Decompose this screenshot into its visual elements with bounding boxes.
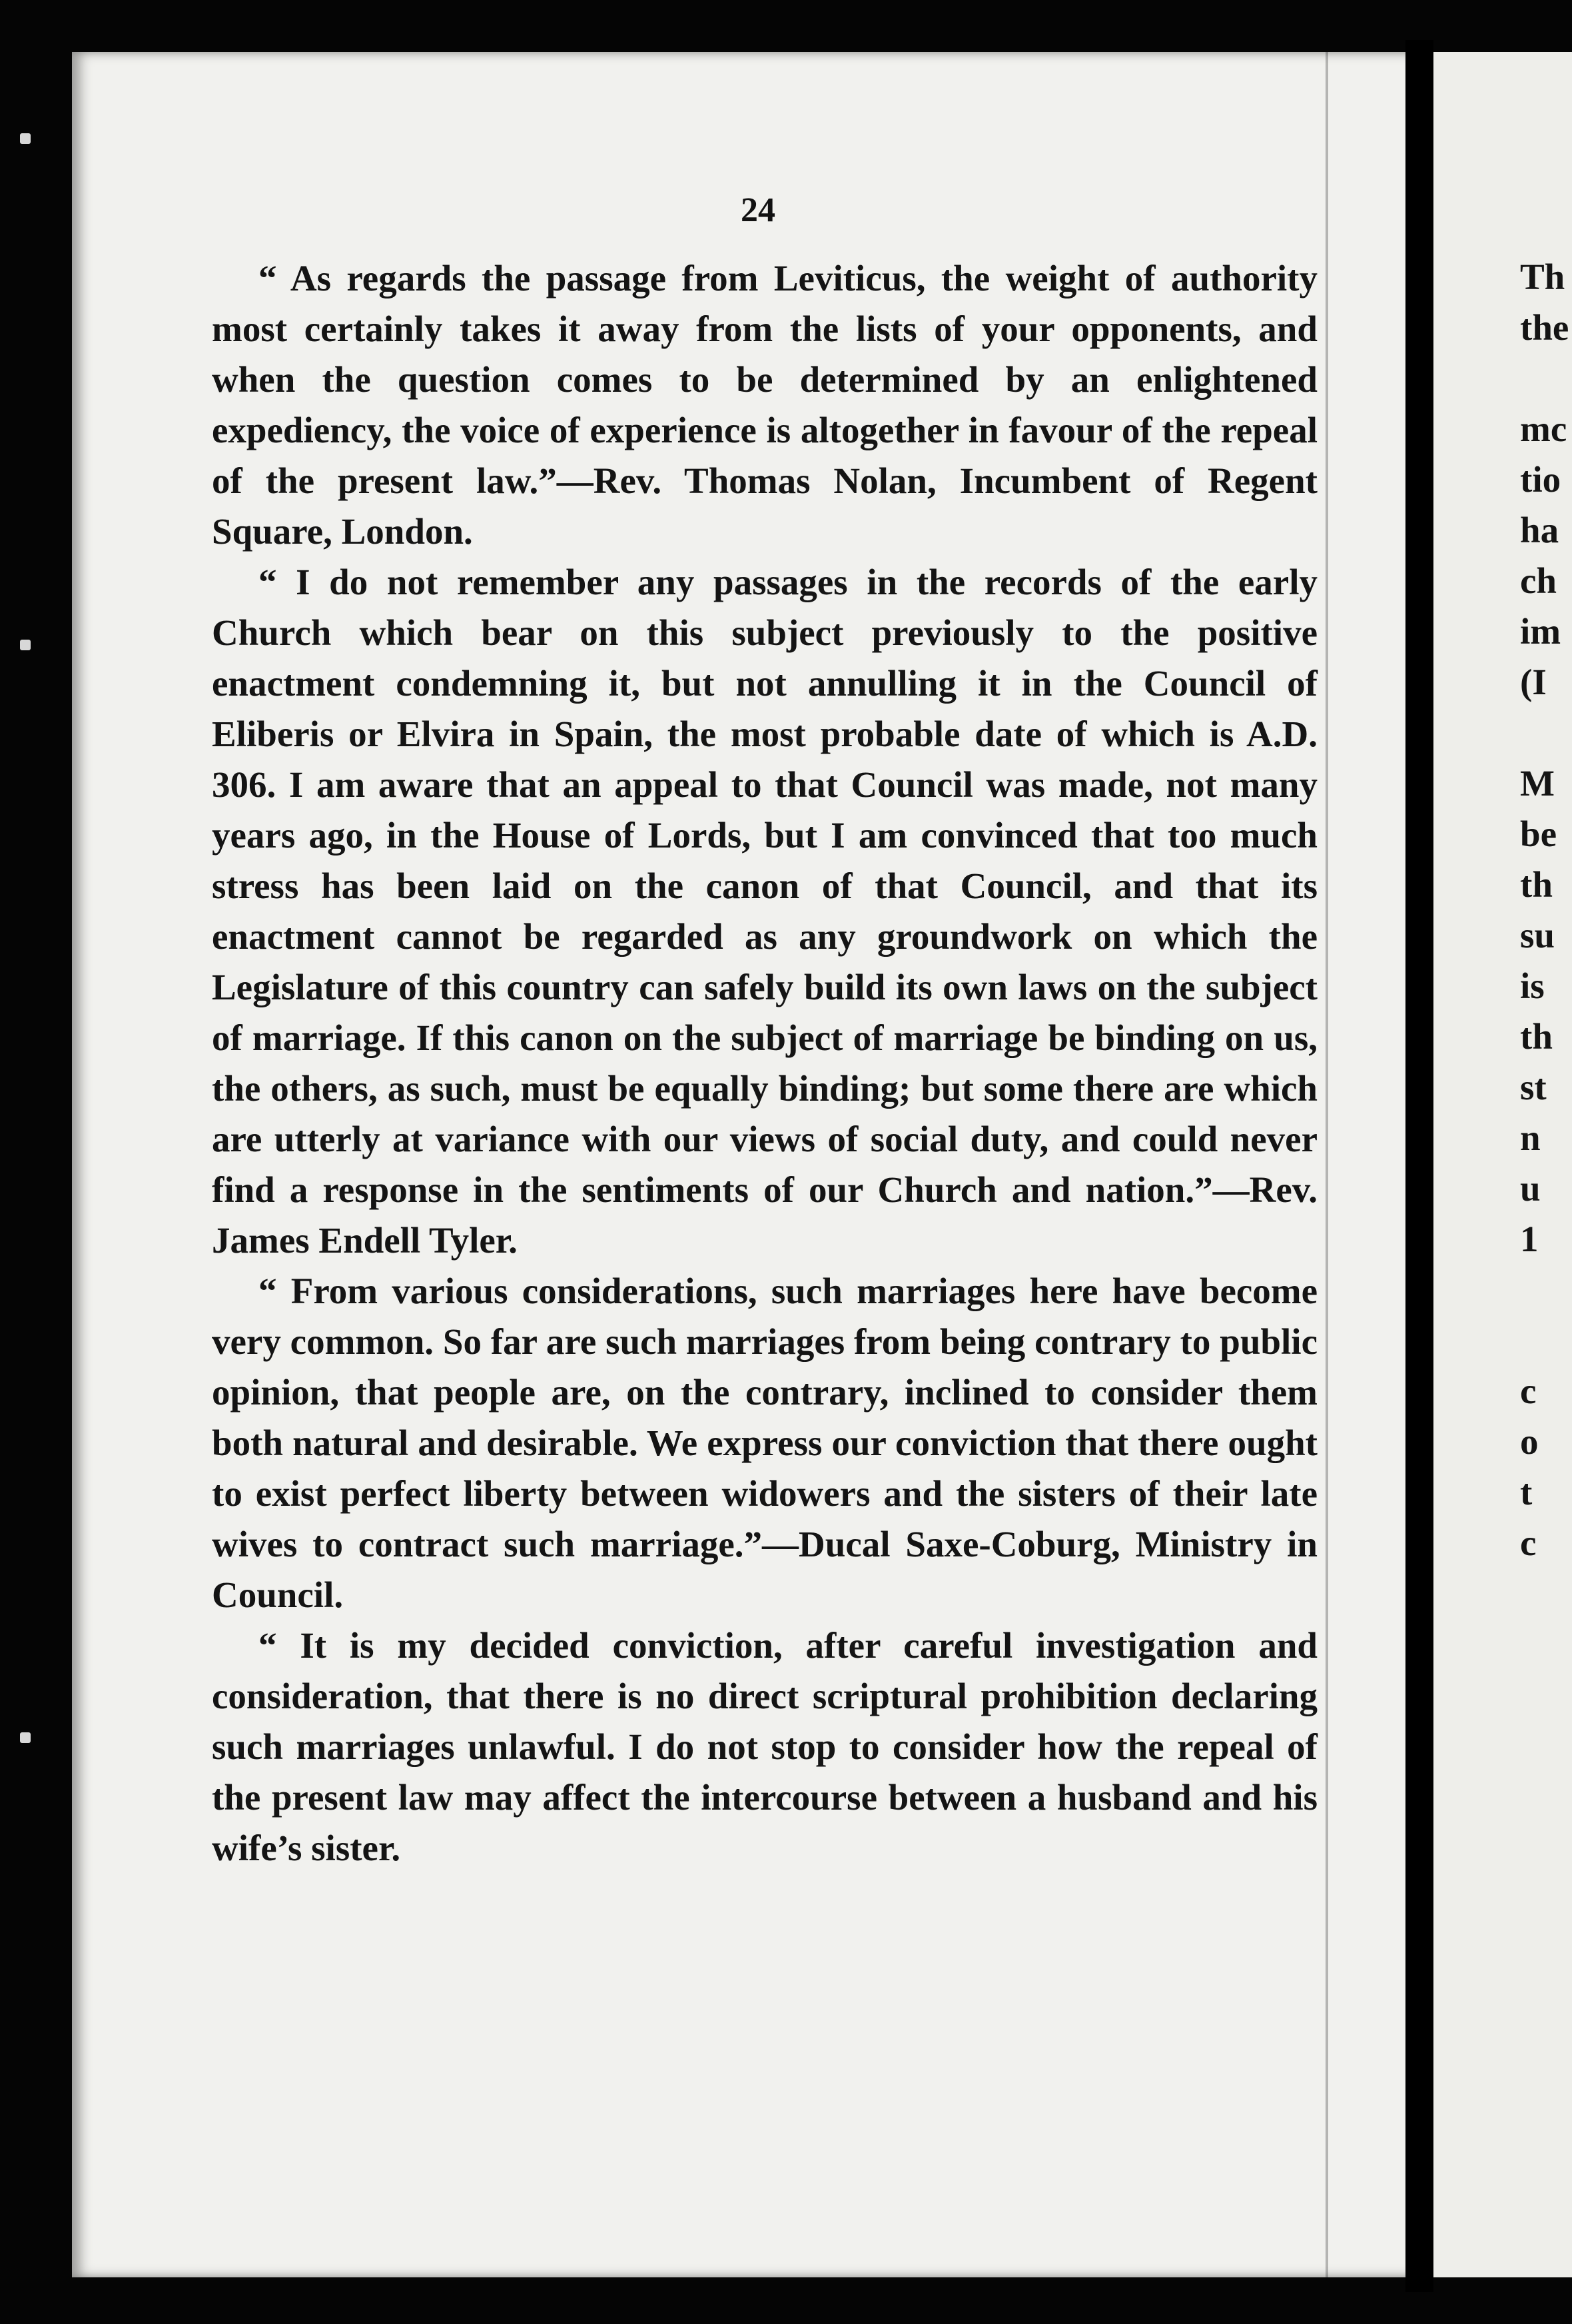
adjacent-line: st [1520, 1067, 1547, 1107]
adjacent-line: u [1520, 1168, 1541, 1209]
adjacent-page [1433, 52, 1572, 2277]
adjacent-line: im [1520, 611, 1561, 652]
page-fold-shadow [1326, 52, 1328, 2277]
scan-speck [20, 133, 31, 144]
adjacent-line: be [1520, 814, 1557, 854]
page-body [212, 253, 1318, 1874]
adjacent-line: the [1520, 307, 1569, 348]
adjacent-line: ha [1520, 510, 1559, 550]
adjacent-line [1520, 1265, 1569, 1315]
adjacent-line [1520, 1315, 1569, 1366]
adjacent-line: o [1520, 1421, 1539, 1462]
adjacent-line: c [1520, 1371, 1537, 1411]
scan-speck [20, 1732, 31, 1743]
adjacent-line [1520, 353, 1569, 404]
paragraph-tyler-quote: “ I do not remember any passages in the records of the early Church which bear on this subject previously to the positive enactment condemning it, but not annulling it in the Council of Eliberis or Elvira in Spain, the most probable date of which is A.D. 306. I am aware that an appeal to that Council was made, not many years ago, in the House of Lords, but I am convinced that too much stress has been laid on the canon of that Council, and that its enactment cannot be regarded as any groundwork on which the Legislature of this country can safely build its own laws on the subject of marriage. If this canon on the subject of marriage be binding on us, the others, as such, must be equally binding; but some there are which are utterly at variance with our views of social duty, and could never find a response in the sentiments of our Church and nation.”—Rev. James Endell Tyler. [212, 562, 1318, 1261]
adjacent-line: is [1520, 965, 1545, 1006]
adjacent-page-text [1520, 252, 1569, 1568]
paragraph-conviction-quote: “ It is my decided conviction, after careful investigation and consideration, that there is no direct scriptural prohibition declaring such marriages unlawful. I do not stop to consider how the repeal of the present law may affect the intercourse between a husband and his wife’s sister. [212, 1625, 1318, 1868]
adjacent-line: c [1520, 1522, 1537, 1563]
page-number: 24 [741, 191, 775, 229]
adjacent-line: 1 [1520, 1219, 1539, 1259]
adjacent-line: M [1520, 763, 1555, 804]
adjacent-line: su [1520, 915, 1555, 955]
adjacent-line: ch [1520, 560, 1557, 601]
adjacent-line [1520, 708, 1569, 758]
adjacent-line: th [1520, 864, 1553, 905]
scan-speck [20, 640, 31, 650]
adjacent-line: Th [1520, 257, 1565, 297]
adjacent-line: tio [1520, 459, 1561, 500]
paragraph-nolan-quote: “ As regards the passage from Leviticus, the weight of authority most certainly takes it away from the lists of your opponents, and when the question comes to be determined by an enlightened expediency, the voice of experience is altogether in favour of the repeal of the present law.”—Rev. Thomas Nolan, Incumbent of Regent Square, London. [212, 258, 1318, 552]
book-gutter [1405, 40, 1433, 2292]
adjacent-line: (I [1520, 662, 1547, 702]
adjacent-line: mc [1520, 408, 1567, 449]
adjacent-line: th [1520, 1016, 1553, 1057]
adjacent-line: n [1520, 1117, 1541, 1158]
adjacent-line: t [1520, 1472, 1533, 1512]
paragraph-saxe-coburg-quote: “ From various considerations, such marriages here have become very common. So far are such marriages from being contrary to public opinion, that people are, on the contrary, inclined to consider them both natural and desirable. We express our conviction that there ought to exist perfect liberty between widowers and the sisters of their late wives to contract such marriage.”—Ducal Saxe-Coburg, Ministry in Council. [212, 1271, 1318, 1615]
